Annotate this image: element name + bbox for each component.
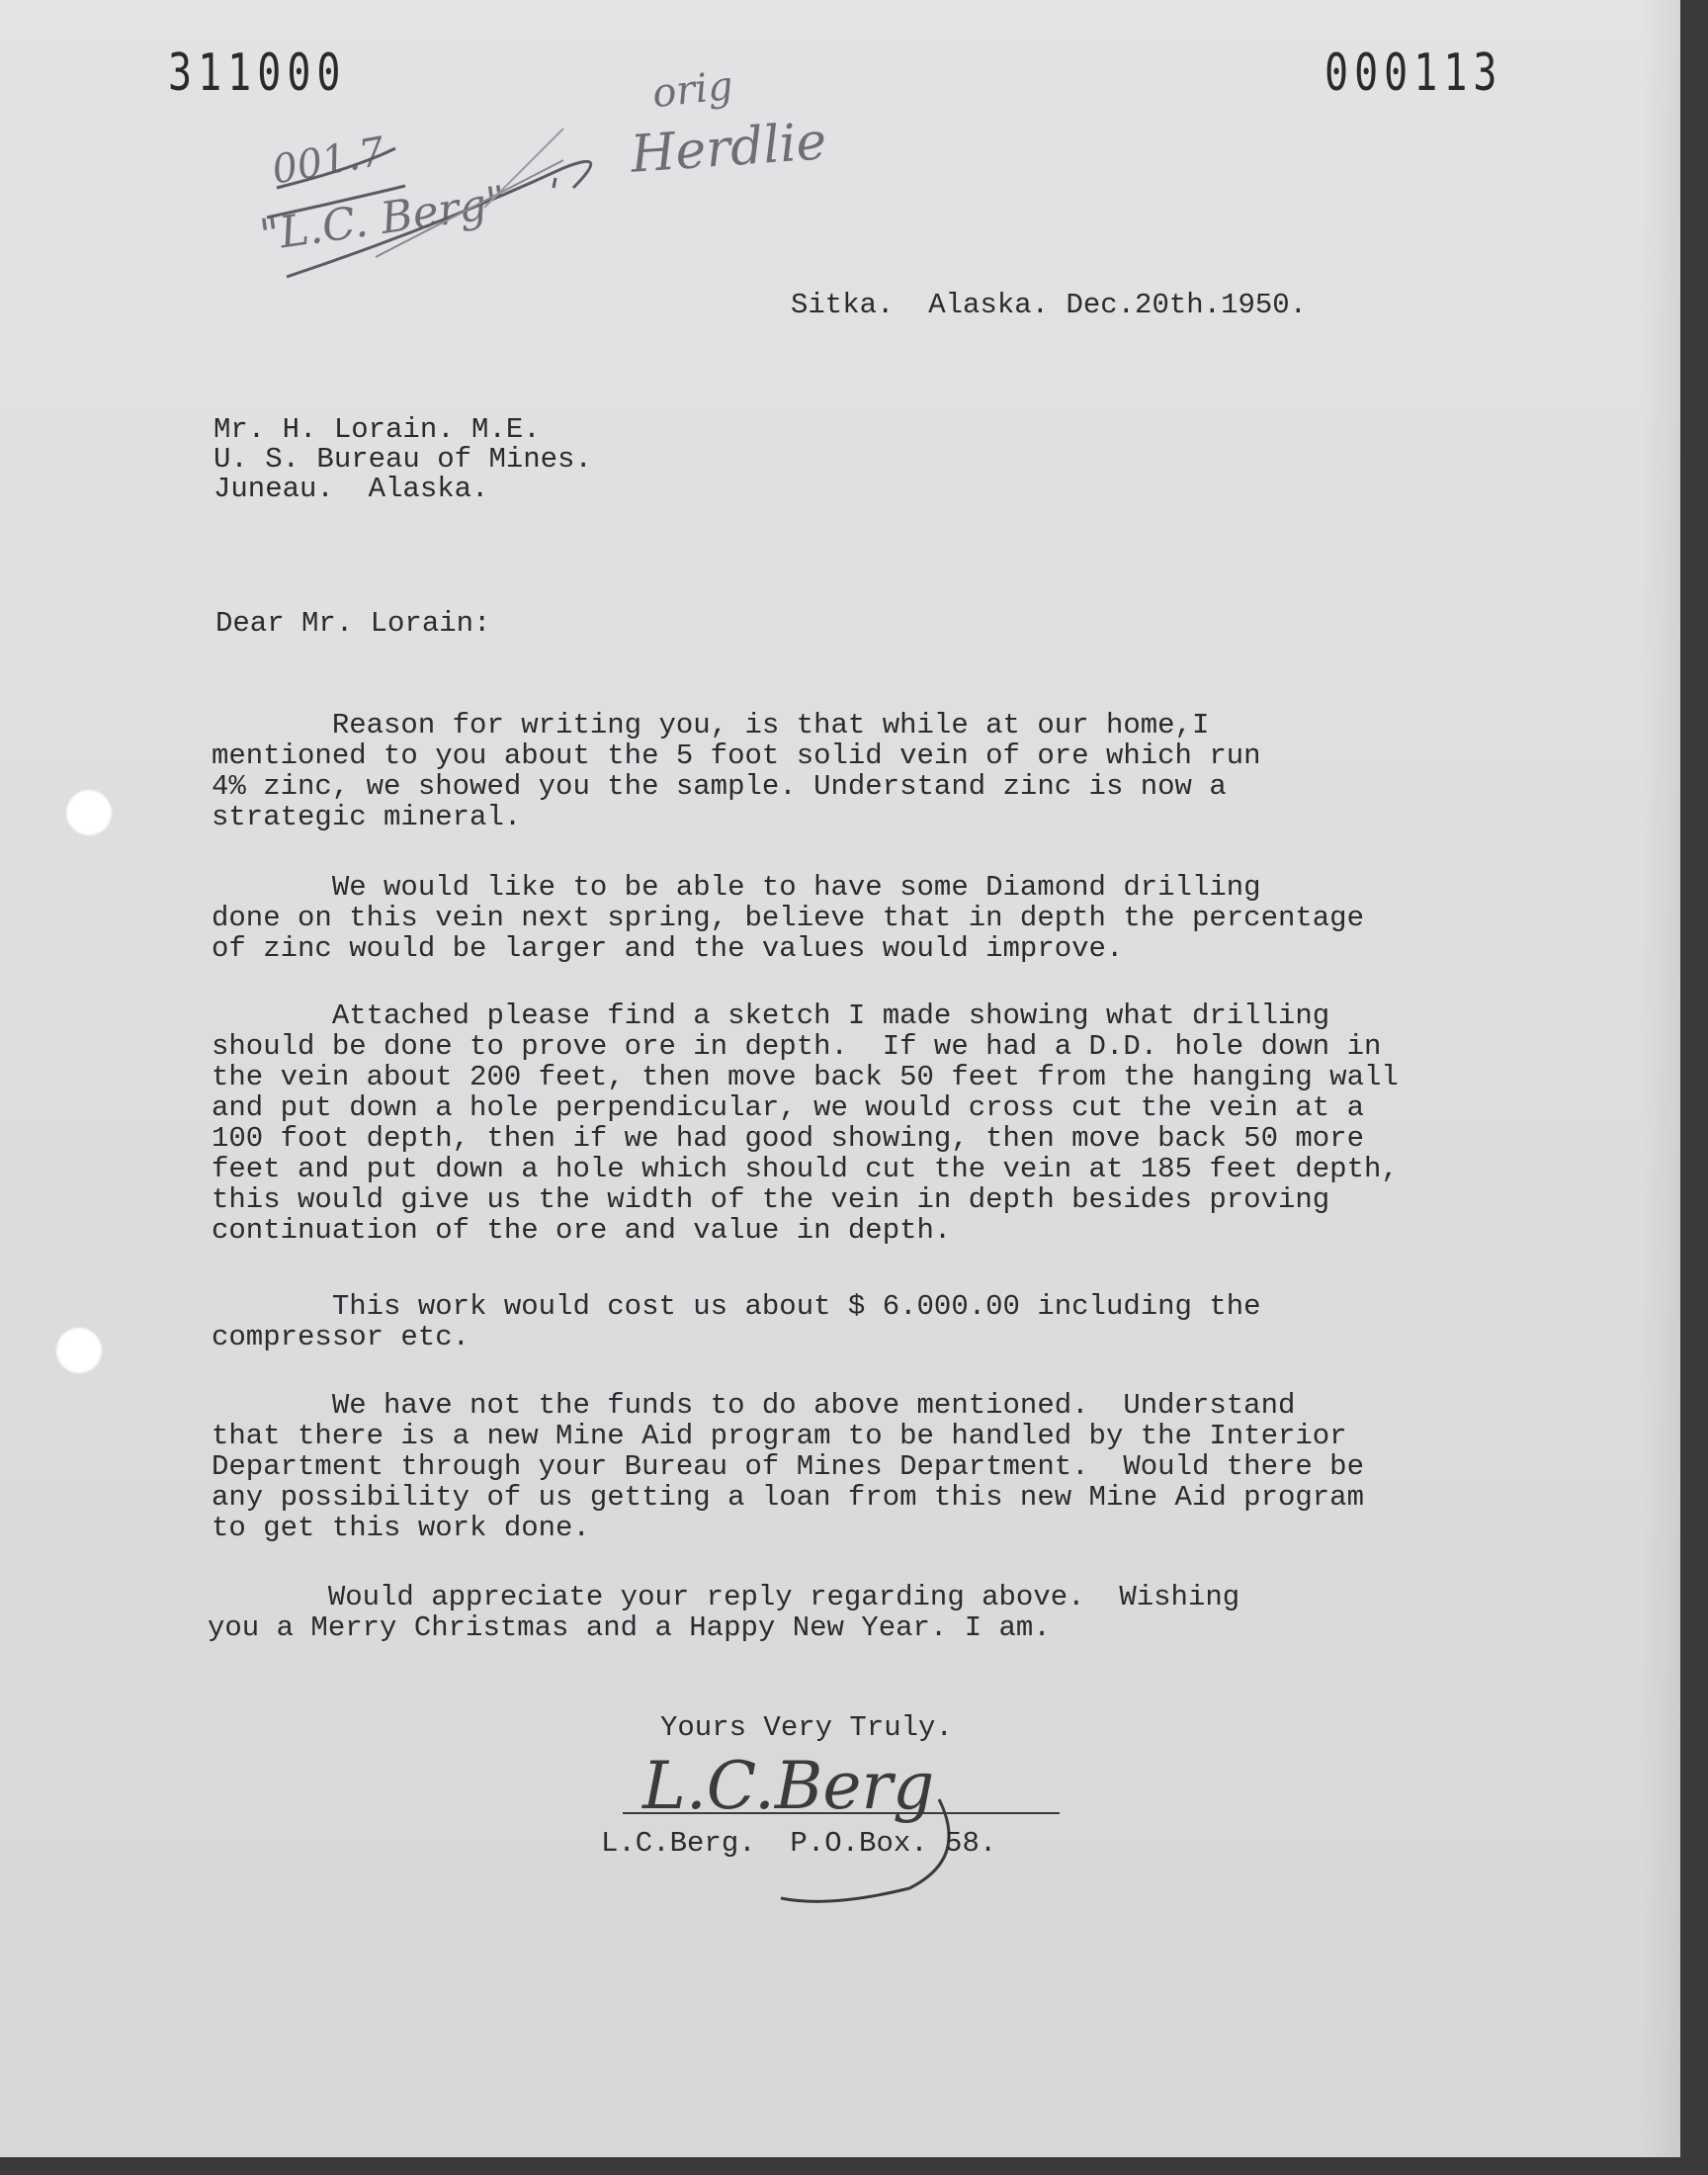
paragraph-drilling	[212, 872, 1364, 964]
struck-file-number-text: 001.7	[268, 129, 388, 194]
paragraph-line: the vein about 200 feet, then move back 50 feet from the hanging wall	[212, 1061, 1399, 1093]
pencil-strike-marks	[237, 109, 850, 306]
signature-typed-name: L.C.Berg. P.O.Box. 58.	[601, 1827, 997, 1860]
handwritten-note-name: Herdlie	[629, 112, 829, 185]
recipient-line: Juneau. Alaska.	[214, 473, 489, 505]
handwritten-note-top: orig	[649, 62, 735, 118]
paragraph-line: Attached please find a sketch I made showing what drilling	[212, 1000, 1330, 1032]
page-edge-shadow	[1641, 0, 1680, 2157]
dateline: Sitka. Alaska. Dec.20th.1950.	[791, 289, 1308, 321]
punch-hole-bottom	[55, 1327, 103, 1374]
paragraph-line: that there is a new Mine Aid program to be handled by the Interior	[212, 1420, 1347, 1452]
paragraph-line: continuation of the ore and value in depth.	[212, 1214, 952, 1247]
signature-script: L.C.Berg	[642, 1748, 935, 1824]
paragraph-line: to get this work done.	[212, 1512, 590, 1544]
paragraph-line: compressor etc.	[212, 1321, 470, 1353]
paragraph-line: 100 foot depth, then if we had good showing, then move back 50 more	[212, 1122, 1364, 1155]
paragraph-sketch	[212, 1000, 1399, 1246]
paragraph-line: Would appreciate your reply regarding above. Wishing	[208, 1581, 1240, 1613]
punch-hole-top	[65, 789, 113, 836]
paragraph-wishes	[208, 1582, 1239, 1643]
document-serial-left: 311000	[168, 44, 347, 103]
paragraph-line: this would give us the width of the vein in depth besides proving	[212, 1183, 1330, 1216]
closing: Yours Very Truly.	[660, 1711, 953, 1744]
struck-name-text: "L.C. Berg"	[256, 176, 510, 262]
recipient-line: U. S. Bureau of Mines.	[214, 443, 592, 476]
paragraph-line: mentioned to you about the 5 foot solid vein of ore which run	[212, 740, 1261, 772]
paragraph-line: you a Merry Christmas and a Happy New Year. I am.	[208, 1611, 1051, 1644]
paragraph-reason	[212, 710, 1261, 832]
paragraph-funds	[212, 1390, 1364, 1543]
paragraph-line: of zinc would be larger and the values would improve.	[212, 932, 1124, 965]
document-serial-right: 000113	[1324, 44, 1503, 103]
paragraph-line: should be done to prove ore in depth. If we had a D.D. hole down in	[212, 1030, 1382, 1063]
paragraph-line: Reason for writing you, is that while at our home,I	[212, 709, 1210, 741]
paragraph-line: done on this vein next spring, believe that in depth the percentage	[212, 902, 1364, 934]
paragraph-line: 4% zinc, we showed you the sample. Understand zinc is now a	[212, 770, 1227, 803]
recipient-address	[214, 415, 592, 504]
paragraph-line: This work would cost us about $ 6.000.00 including the	[212, 1290, 1261, 1323]
paragraph-line: strategic mineral.	[212, 801, 522, 833]
salutation: Dear Mr. Lorain:	[215, 607, 491, 640]
paragraph-line: We have not the funds to do above mentioned. Understand	[212, 1389, 1296, 1422]
paragraph-line: Department through your Bureau of Mines Department. Would there be	[212, 1450, 1364, 1483]
paragraph-line: We would like to be able to have some Diamond drilling	[212, 871, 1261, 904]
paragraph-line: any possibility of us getting a loan from this new Mine Aid program	[212, 1481, 1364, 1514]
recipient-line: Mr. H. Lorain. M.E.	[214, 413, 541, 446]
paragraph-cost	[212, 1291, 1261, 1352]
paragraph-line: and put down a hole perpendicular, we would cross cut the vein at a	[212, 1091, 1364, 1124]
paragraph-line: feet and put down a hole which should cut the vein at 185 feet depth,	[212, 1153, 1399, 1185]
